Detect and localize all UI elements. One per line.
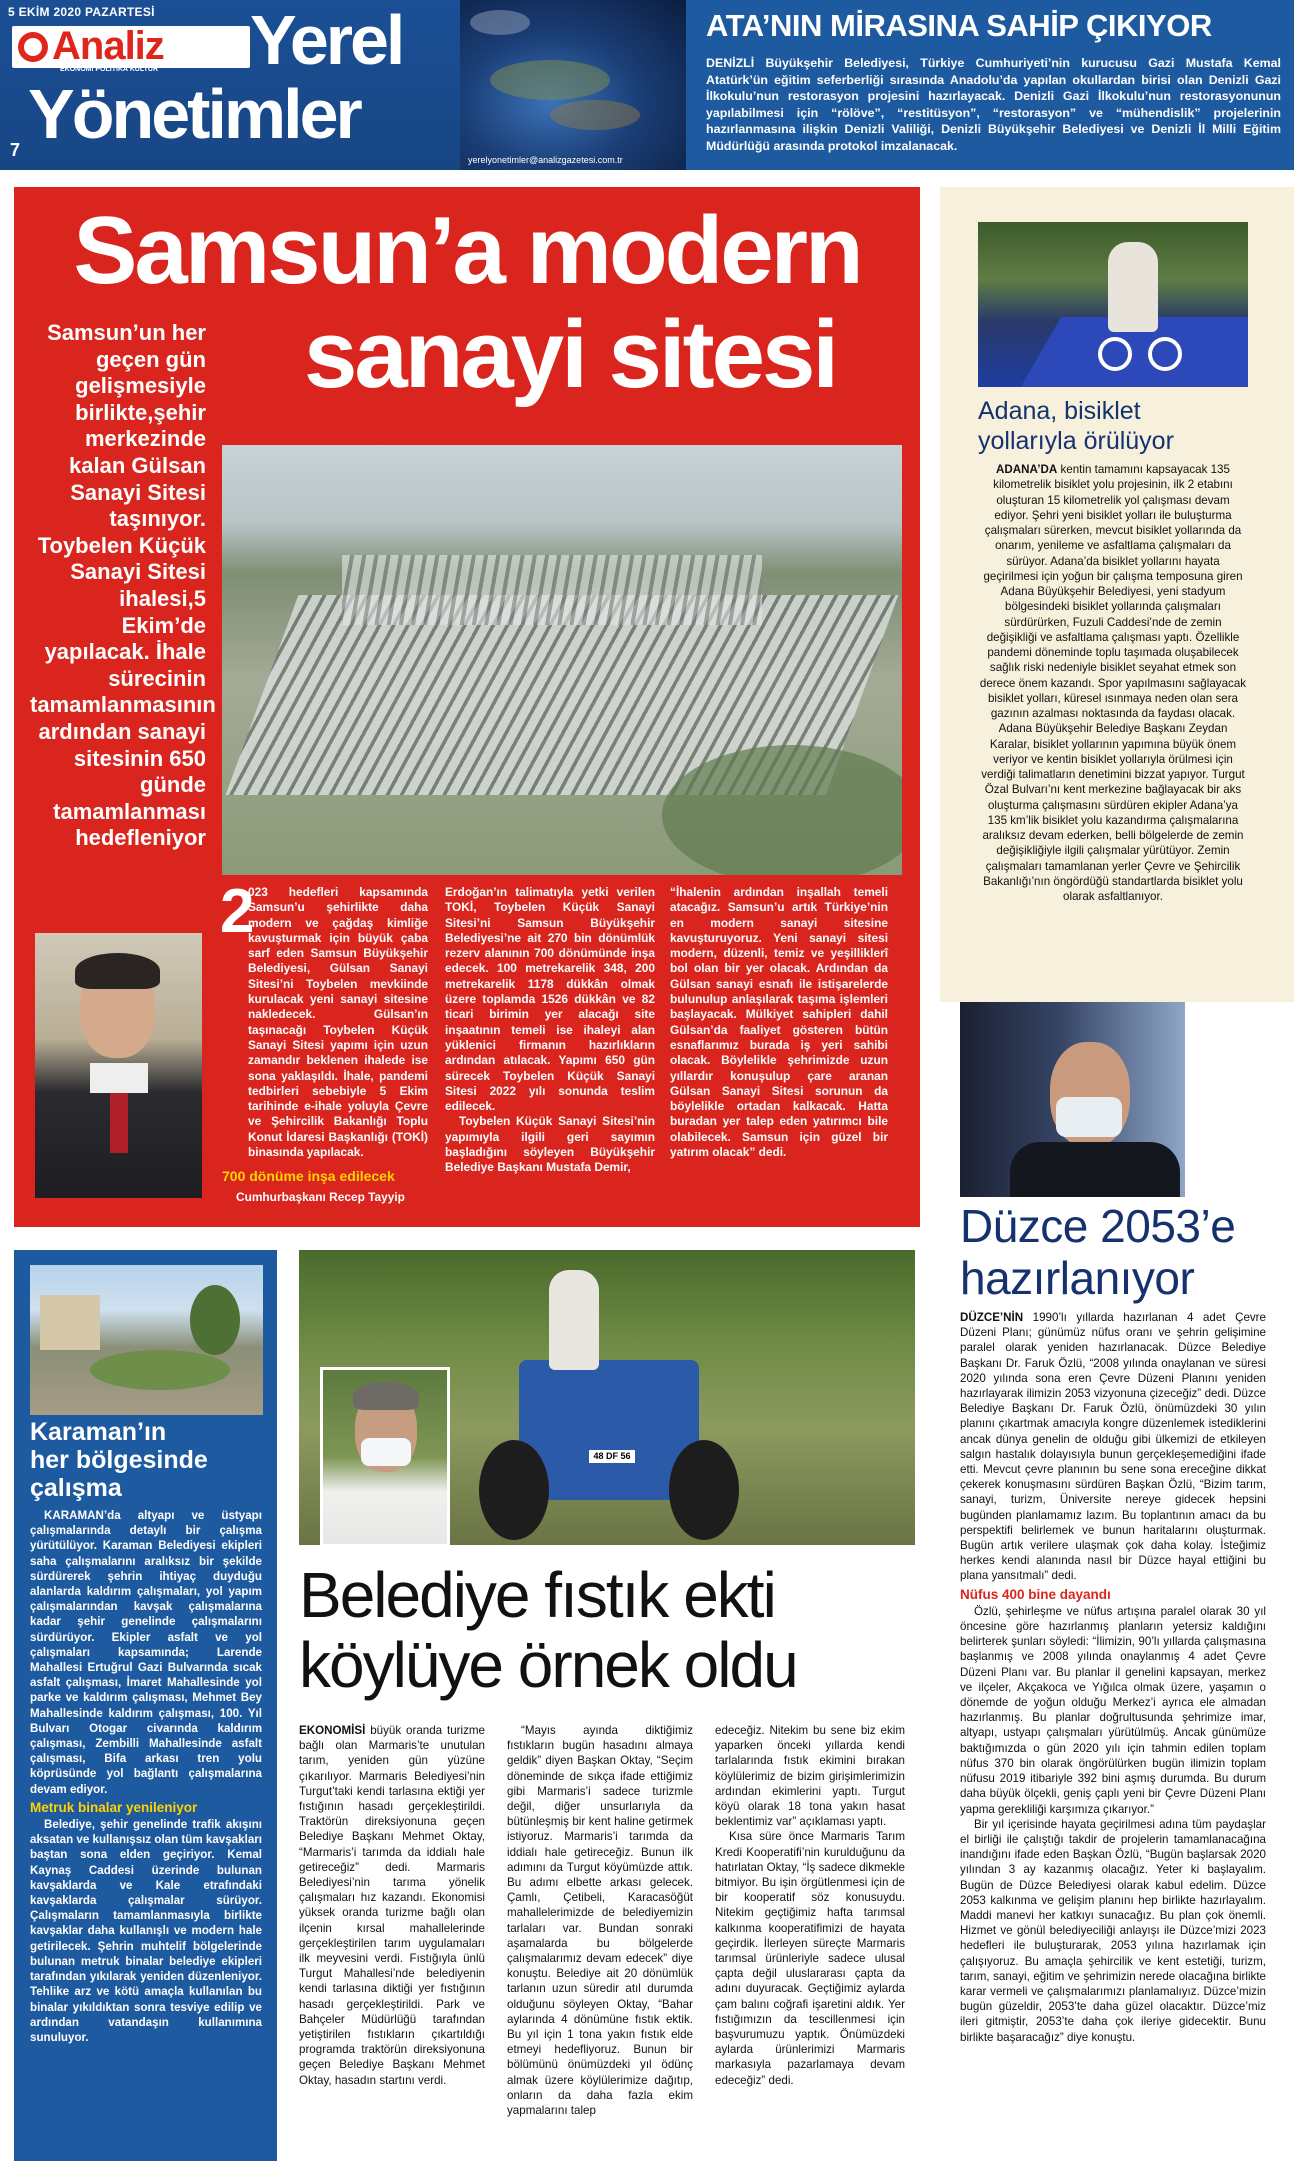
marmaris-col3-p1: edeceğiz. Nitekim bu sene biz ekim yaparken önceki yıllarda kendi tarlalarında fıstık ekimini bırakan köylülerimiz de bizim girişimlerimizin ardından ekimlerini yaptı. Turgut köyü olarak 18 tona yakın hasat beklentimiz var” açıklaması yaptı.: [715, 1724, 905, 1829]
marmaris-headline-line1: Belediye fıstık ekti: [299, 1559, 775, 1631]
page-number: 7: [10, 140, 21, 160]
top-story-body: [706, 55, 1281, 155]
samsun-col1-tail: Cumhurbaşkanı Recep Tayyip: [236, 1190, 405, 1204]
marmaris-col3-p2: Kısa süre önce Marmaris Tarım Kredi Kooperatifi’nin kurulduğunu da hatırlatan Oktay, “İş sadece dikmekle bitmiyor. Bu işin örgütlenmesi için de bir kooperatif söz konusuydu. Nitekim geçtiğimiz hafta tarımsal kalkınma kooperatifimizi de hayata geçirdik. İlerleyen süreçte Marmaris tarımsal ürünleriyle sadece ulusal çapta değil uluslararası çapta da adını duyuracak. Geçtiğimiz aylarda çam balını coğrafi işaretini aldık. Yer fıstığımızın da tescillenmesi için başvurumuzu yaptık. Önümüzdeki aylarda ürünlerimizi Marmaris markasıyla pazarlamaya devam edeceğiz” dedi.: [715, 1830, 905, 2087]
duzce-portrait-image: [960, 1002, 1185, 1197]
tractor-plate: 48 DF 56: [589, 1450, 635, 1463]
adana-body: [978, 462, 1248, 904]
karaman-p1: [30, 1508, 262, 1797]
samsun-col2-p1: Erdoğan’ın talimatıyla yetki verilen TOKİ, Toybelen Küçük Sanayi Sitesi’ni Samsun Büyükşehir Belediyesi’ne ait 270 bin dönümlük rezerv alanının 700 dönümünde inşa edecek. 100 metrekarelik 348, 200 metrekarelik 1178 dükkân olmak üzere toplamda 1526 dükkân ve 82 ticari birimin yer alacağı site inşaatının temeli ise ihaleyi alan yüklenici firmanın hazırlıkların ardından atılacak. Yapımı 650 gün sürecek Toybelen Küçük Sanayi Sitesi 2022 yılı sonunda teslim edilecek.: [445, 885, 655, 1114]
duzce-p1: [960, 1310, 1266, 1584]
adana-lead: ADANA’DA: [996, 463, 1058, 476]
adana-headline-line2: yollarıyla örülüyor: [978, 427, 1174, 455]
marmaris-col2: “Mayıs ayında diktiğimiz fıstıkların bugün hasadını almaya geldik” diyen Başkan Oktay, “Seçim döneminde de sıkça ifade ettiğimiz gibi Marmaris’i sadece turizmle değil, diğer unsurlarıyla da bütünleşmiş bir kent haline getirmek istiyoruz. Marmaris’i tarımda da iddialı hale getireceğiz. Bunun ilk adımını da Turgut köyümüzde attık. Bu adımı elbette arkası gelecek. Çamlı, Çetibeli, Karacasöğüt mahallelerimizde de belediyemizin tarlaları var. Bundan sonraki aşamalarda bu bölgelerde çalışmalarımız devam edecek” diye konuştu. Belediye ait 20 dönümlük tarlanın uzun süredir atıl durumda olduğunu söyleyen Oktay, “Bahar aylarında 4 dönümüne fıstık ektik. Bu yıl için 1 tona yakın fıstık elde etmeyi hedefliyoruz. Bunun bir bölümünü önümüzdeki yıl ödünç almak üzere köylülerimize dağıtıp, onların da daha fazla ekim yapmalarını talep: [507, 1724, 693, 2118]
samsun-headline-line2: sanayi sitesi: [303, 301, 837, 408]
duzce-p2: Özlü, şehirleşme ve nüfus artışına paralel olarak 30 yıl öncesine göre hazırlanmış planların yetersiz kaldığını belirterek şunları söyledi: “İlimizin, 90’lı yıllarda çalışmasına başlanmış ve 2008 yılında onaylanmış 4 adet Çevre Düzeni Planı var. Bu planlar il genelini kapsayan, merkez ve ilçeler, Akçakoca ve Yığılca olmak üzere, yaşamın o dönemde de yoğun olduğu Merkez’i ayrıca ele almadan hazırlanmış. Bu planlar doğrultusunda şehrimize imar, altyapı, ustyapı çalışmaları yürütülmüş. Ancak günümüze baktığımızda o gün 2020 yılı için tahmin edilen toplam nüfus 370 bin olarak öngörülürken bugün ilimizin toplam nüfusu 2019 itibariyle 392 bini aşmış durumda. Bu durum daha büyük ölçekli, geniş çaplı yeni bir Çevre Düzeni Planı yapma gerekliliği karşımıza çıkarıyor.”: [960, 1604, 1266, 1816]
masthead: [0, 0, 1294, 170]
karaman-subhead: Metruk binalar yenileniyor: [30, 1799, 198, 1815]
karaman-headline-line1: Karaman’ın: [30, 1418, 167, 1446]
adana-body-text: kentin tamamını kapsayacak 135 kilometrelik bisiklet yolu projesinin, ilk 2 etabını oluşturan 15 kilometrelik yol çalışması devam ediyor. Şehri yeni bisiklet yolları ile buluşturma çalışmaları sürerken, mevcut bisiklet yollarında da onarım, yenileme ve asfaltlama çalışmaları da sürüyor. Adana’da bisiklet yollarını hayata geçirilmesi için yoğun bir çalışma temposuna giren Adana Büyükşehir Belediyesi, yeni stadyum bölgesindeki bisiklet yollarında çalışmaları sürdürürken, Fuzuli Caddesi’nde de zemin değişikliği ve asfaltlama çalışması yaptı. Özellikle pandemi döneminde toplu taşımada oluşabilecek sağlık riski nedeniyle bisiklet seyahat etmek son derece önem kazandı. Spor yapılmasını sağlayacak bisiklet yolları, küresel ısınmaya neden olan sera gazının azalması noktasında da faydası olacak. Adana Büyükşehir Belediye Başkanı Zeydan Karalar, bisiklet yollarının yapımına büyük önem veriyor ve kentin bisiklet yollarıyla örülmesi için verdiği talimatların denetimini bizzat yapıyor. Turgut Özal Bulvarı’nı kent merkezine bağlayacak bir aks oluşturma çalışmasını sürdüren ekipler Adana’ya 135 km’lik bisiklet yolu kazandırma çalışmalarına aralıksız devam ederken, belli bölgelerde de zemin değişikliğiyle ilgili çalışmalar yürütüyor. Zemin çalışmaları tamamlanan yerler Çevre ve Şehircilik Bakanlığı’nın öngördüğü standartlarda bisiklet yolu olarak asfaltlanıyor.: [979, 463, 1247, 903]
duzce-p3: Bir yıl içerisinde hayata geçirilmesi adına tüm paydaşlar el birliği ile çalıştığı takdir de projelerin tamamlanacağına inandığını ifade eden Başkan Özlü, “Bugün başlarsak 2020 yılından 3 ay kazanmış olacağız. Yeter ki başlayalım. Bugün de Düzce Belediyesi olarak kabul edelim. Düzce 2053 kalkınma ve gelişim planını hep birlikte hazırlayalım. Maddi manevi her katkıyı sunacağız. Bu plan çok önemli. Hizmet ve gönül belediyeciliği anlayışı ile Düzce’mizi 2023 hedefleri ile buluşturarak, 2053 yılına hazırlamak için çalışıyoruz. Bu amaçla şehircilik ve kent estetiği, turizm, tarım, sanayi, eğitim ve şehrimizin nerede olacağına birlikte karar vermeli ve çalışmalarımızı planlamalıyız. Düzce’mizin bugün güzeldir, 2053’te daha güzel olacaktır. Düzce’miz ileri gitmiştir, 2053’te daha çok ileriye gidecektir. Bunu birlikte başaracağız” diye konuştu.: [960, 1817, 1266, 2044]
karaman-body-text: altyapı ve üstyapı çalışmalarında detaylı bir çalışma yürütülüyor. Karaman Belediyesi ekipleri saha çalışmalarını aralıksız bir şekilde sürdürerek şehrin ihtiyaç duyduğu alanlarda kaldırım çalışmaları, yol yapım çalışmalarından kavşak çalışmalarına kadar şehir genelinde çalışmalarını sürdürüyor. Ekipler asfalt ve yol çalışmaları kapsamında; Larende Mahallesi Ertuğrul Gazi Bulvarında sıcak asfalt çalışması, İmaret Mahallesinde yol parke ve kaldırım çalışması, Mehmet Bey Mahallesinde kaldırım çalışması, 100. Yıl Bulvarı Otogar civarında kaldırım çalışması, Zembilli Mahallesinde asfalt çalışması, Bifa arkası tren yolu köprüsünde yol bağlantı çalışmalarına devam ediyor.: [30, 1509, 262, 1796]
date: 5 EKİM 2020 PAZARTESİ: [8, 5, 155, 19]
karaman-headline-line3: çalışma: [30, 1474, 122, 1502]
title-line1: Yerel: [250, 1, 403, 79]
brand-tagline: EKONOMİ POLİTİKA KÜLTÜR: [60, 66, 158, 73]
samsun-deck: Samsun’un her geçen gün gelişmesiyle birlikte,şehir merkezinde kalan Gülsan Sanayi Sitesi taşınıyor. Toybelen Küçük Sanayi Sitesi ihalesi,5 Ekim’de yapılacak. İhale sürecinin tamamlanmasının ardından sanayi sitesinin 650 günde tamamlanması hedefleniyor: [30, 320, 216, 851]
duzce-body-text: 1990’lı yıllarda hazırlanan 4 adet Çevre Düzeni Planı; günümüz nüfus oranı ve şehrin gelişimine paralel olarak yeniden hazırlanacak. Düzce Belediye Başkanı Dr. Faruk Özlü, “2008 yılında onaylanan ve süresi 2020 yılında sona eren Çevre Düzeni Planını yeniden hazırlayarak ilimizin 2053 vizyonuna çizeceğiz” dedi. Düzce Belediye Başkanı Dr. Faruk Özlü, önümüzdeki 30 yılın planını çıkartmak amacıyla kongre düzenlemek istediklerini ancak dünya genelin de olduğu gibi ülkemizi de etkileyen salgın hastalık dolayısıyla bunun gerçekleşemediğini ifade etti. Mevcut çevre planının bu sene sona ereceğine dikkat çekerek konuşmasını sürdüren Başkan Özlü, “Bizim tarım, sanayi, turizm, Üniversite nereye gidecek hepsini bugünden planlamamız lazım. Bu toplantının amacı da bu perspektifi belirlemek ve bunun haritalarını oluşturmak. Bugün artık verilere ulaşmak çok daha kolay. İsteğimiz herkes kendi alanında nasıl bir Düzce hayal ettiğini bu plana yansıtmalı” dedi.: [960, 1311, 1266, 1583]
email[interactable]: yerelyonetimler@analizgazetesi.com.tr: [468, 155, 623, 165]
samsun-col1-subhead: 700 dönüme inşa edilecek: [222, 1168, 395, 1184]
samsun-col1: [218, 885, 428, 1160]
mustafa-demir-portrait: [35, 933, 202, 1198]
brand-name: Analiz: [52, 24, 164, 68]
samsun-col3: “İhalenin ardından inşallah temeli atacağız. Samsun’u artık Türkiye’nin en modern sanayi sitesine kavuşturuyoruz. Yeni sanayi sitesi modern, düzenli, temiz ve yeşilliklerî bol olan bir yer olacak. Ardından da Gülsan sanayi esnafı ile istişarelerde bulunulup anlaşılarak taşıma işlemleri başlayacak. Mülkiyet sahipleri dahil Gülsan’da faaliyet gösteren bütün esnaflarımız burada iş yeri sahibi olacak. Böylelikle şehrimizde uzun yıllardır konuşulup çare aranan Gülsan Sanayi Sitesi sorunun da böylelikle ortadan kalkacak. Hatta buradan yer talep eden yatırımcı bile olabilecek. Samsun için güzel bir yatırım olacak” dedi.: [670, 885, 888, 1160]
duzce-lead: DÜZCE’NİN: [960, 1311, 1024, 1324]
duzce-subhead: Nüfus 400 bine dayandı: [960, 1586, 1111, 1602]
adana-headline-line1: Adana, bisiklet: [978, 397, 1141, 425]
globe-image: [460, 0, 686, 170]
adana-bike-path-image: [978, 222, 1248, 387]
top-story-headline: ATA’NIN MİRASINA SAHİP ÇIKIYOR: [706, 8, 1212, 43]
brand-logo: [12, 26, 250, 68]
mehmet-oktay-portrait: [320, 1367, 450, 1547]
duzce-headline-line1: Düzce 2053’e: [960, 1200, 1236, 1252]
karaman-headline-line2: her bölgesinde: [30, 1446, 208, 1474]
top-story-lead: DENİZLİ: [706, 56, 755, 70]
samsun-dropcap: 2: [220, 877, 255, 946]
marmaris-col3: [715, 1723, 905, 2088]
karaman-roundabout-image: [30, 1265, 263, 1415]
brand-swirl-inner-icon: [24, 38, 42, 56]
samsun-col2: [445, 885, 655, 1176]
samsun-col2-p2: Toybelen Küçük Sanayi Sitesi’nin yapımıyla ilgili geri sayımın başladığını söyleyen Büyükşehir Belediye Başkanı Mustafa Demir,: [445, 1114, 655, 1175]
samsun-col1-text: 023 hedefleri kapsamında Samsun’u şehirlikte daha modern ve çağdaş kimliğe kavuşturmak için büyük çaba sarf eden Samsun Büyükşehir Belediyesi, Gülsan Sanayi Sitesi’ni Toybelen mevkiinde kurulacak yeni sanayi sitesine nakledecek. Gülsan’ın taşınacağı Toybelen Küçük Sanayi Sitesi yapımı için uzun zamandır beklenen ihalede ise sona yaklaşıldı. İhale, pandemi tedbirleri sebebiyle 5 Ekim tarihinde e-ihale yoluyla Çevre ve Şehircilik Bakanlığı Toplu Konut İdaresi Başkanlığı (TOKİ) binasında yapılacak.: [248, 885, 428, 1160]
marmaris-headline-line2: köylüye örnek oldu: [299, 1629, 797, 1701]
karaman-p2: Belediye, şehir genelinde trafik akışını aksatan ve kullanışsız olan tüm kavşakları baştan sona elden geçiriyor. Kemal Kaynaş Caddesi üzerinde bulunan kavşaklarda ve Kale etrafındaki kavşaklarda çalışmalar sürüyor. Çalışmaların tamamlanmasıyla birlikte kavşaklar daha kullanışlı ve modern hale getirilecek. Şehrin muhtelif bölgelerinde bulunan metruk binalar belediye ekipleri tarafından yıkılarak yeniden düzenleniyor. Tehlike arz ve kötü amaçla kullanılan bu binalar yıkıldıktan sonra tesviye edilip ve ardından vatandaşın kullanımına sunuluyor.: [30, 1818, 262, 2044]
karaman-body: [30, 1508, 262, 2045]
karaman-lead: KARAMAN’da: [44, 1509, 121, 1522]
samsun-aerial-image: [222, 445, 902, 875]
samsun-headline-line1: Samsun’a modern: [73, 197, 861, 304]
marmaris-col1: [299, 1723, 485, 2088]
top-story-text: Büyükşehir Belediyesi, Türkiye Cumhuriyeti’nin kurucusu Gazi Mustafa Kemal Atatürk’ün eğitim seferberliği sırasında Anadolu’da yapılan okullardan birisi olan Denizli Gazi İlkokulu’nun restorasyon projesini hazırlayacak. Denizli Gazi İlkokulu’nun restorasyonunun yapılabilmesi için “rölöve”, “restitüsyon”, “restorasyon” ve “mühendislik” projelerinin hazırlanmasına ilişkin Denizli Valiliği, Denizli Büyükşehir Belediyesi ve Denizli İl Milli Eğitim Müdürlüğü arasında protokol imzalanacak.: [706, 56, 1281, 153]
duzce-body: [960, 1310, 1266, 2045]
marmaris-col1-text: büyük oranda turizme bağlı olan Marmaris’te unutulan tarım, yeniden gün yüzüne çıkarılıyor. Marmaris Belediyesi’nin Turgut’taki kendi tarlasına ektiği yer fıstığının hasadı gerçekleştirildi. Traktörün direksiyonuna geçen Belediye Başkanı Mehmet Oktay, “Marmaris’i tarımda da iddialı hale getireceğiz” dedi. Marmaris Belediyesi’nin tarıma yönelik çalışmaları hız kazandı. Ekonomisi yüksek oranda turizme bağlı olan ilçenin kırsal mahallelerinde gerçekleştirilen tarım uygulamaları ilk meyvesini verdi. Fıstığıyla ünlü Turgut Mahallesi’nde belediyenin kendi tarlasına diktiği yer fıstığının hasadı gerçekleştirildi. Park ve Bahçeler Müdürlüğü tarafından yetiştirilen fıstıkların çıkartıldığı programda traktörün direksiyonuna geçen Belediye Başkanı Mehmet Oktay, hasadın startını verdi.: [299, 1724, 485, 2087]
marmaris-lead: EKONOMİSİ: [299, 1724, 366, 1737]
duzce-headline-line2: hazırlanıyor: [960, 1252, 1195, 1304]
title-line2: Yönetimler: [28, 75, 360, 153]
